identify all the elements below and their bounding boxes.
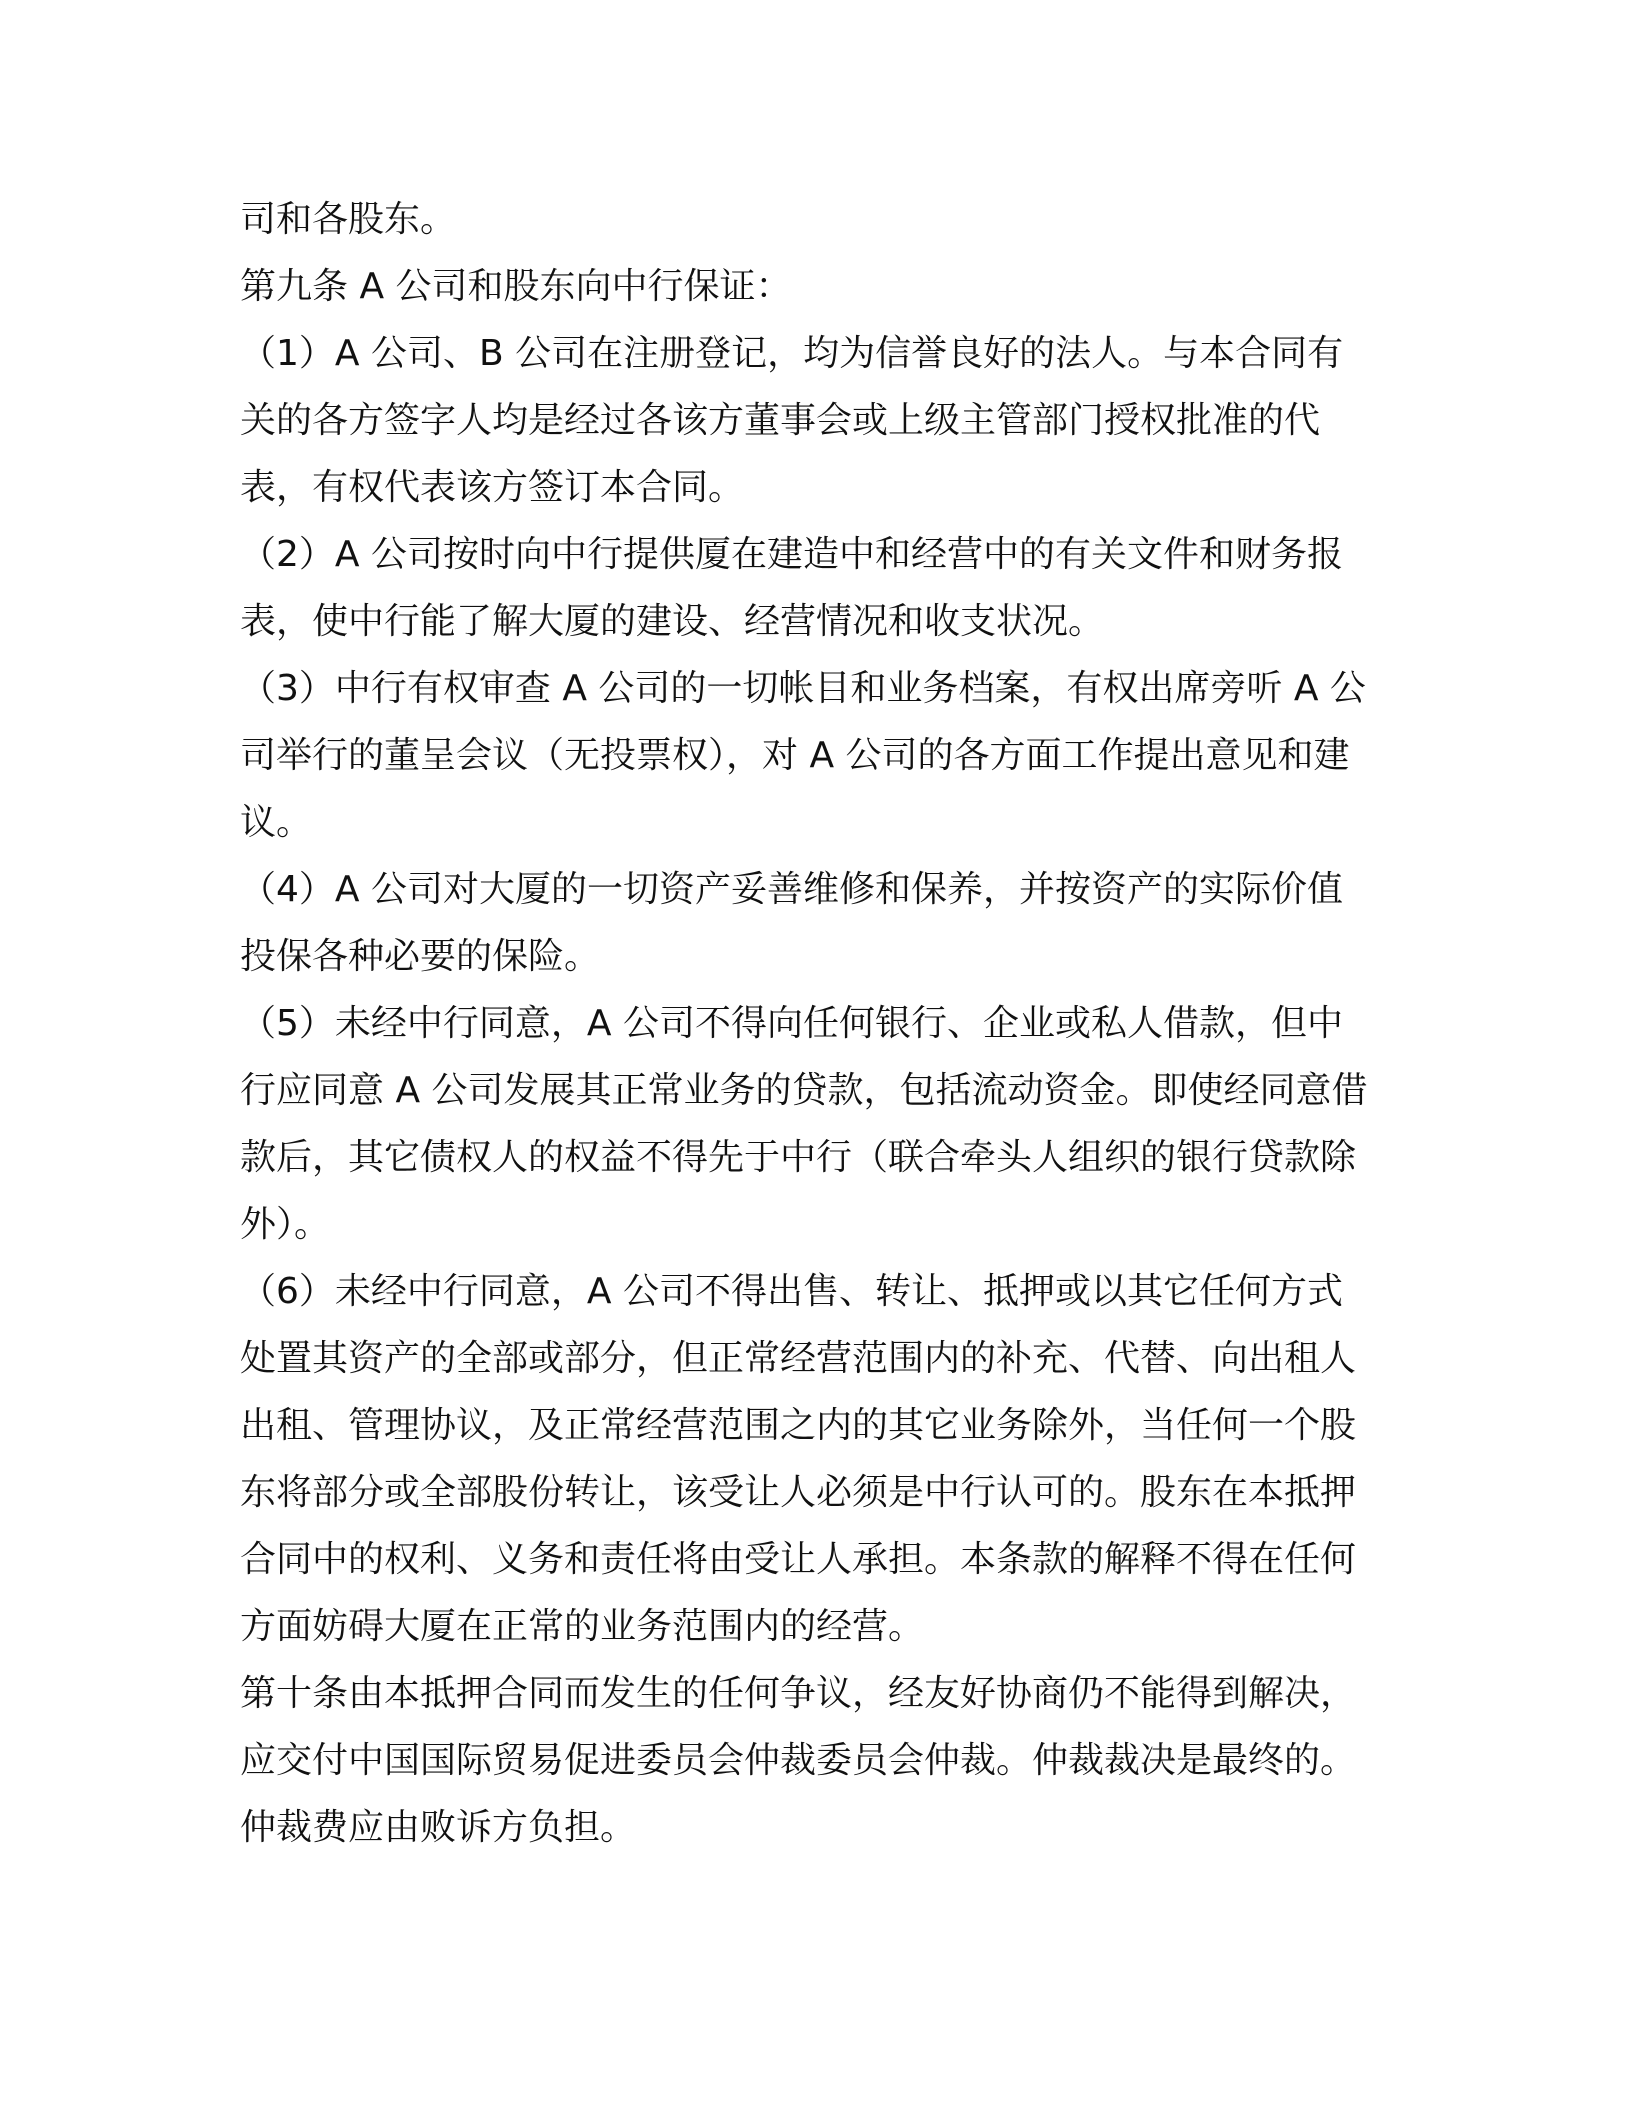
text-line: 投保各种必要的保险。 [240, 936, 601, 977]
text-line: （6）未经中行同意，A 公司不得出售、转让、抵押或以其它任何方式 [240, 1271, 1343, 1312]
text-line: 行应同意 A 公司发展其正常业务的贷款，包括流动资金。即使经同意借 [240, 1070, 1368, 1111]
text-line: 表，使中行能了解大厦的建设、经营情况和收支状况。 [240, 601, 1105, 642]
text-line: 仲裁费应由败诉方负担。 [240, 1807, 637, 1848]
document-body [240, 186, 1390, 1861]
text-line: （4）A 公司对大厦的一切资产妥善维修和保养，并按资产的实际价值 [240, 869, 1343, 910]
text-line: 方面妨碍大厦在正常的业务范围内的经营。 [240, 1606, 925, 1647]
text-line: 应交付中国国际贸易促进委员会仲裁委员会仲裁。仲裁裁决是最终的。 [240, 1740, 1357, 1781]
text-line: 出租、管理协议，及正常经营范围之内的其它业务除外，当任何一个股 [240, 1405, 1357, 1446]
text-line: 东将部分或全部股份转让，该受让人必须是中行认可的。股东在本抵押 [240, 1472, 1357, 1513]
text-line: （2）A 公司按时向中行提供厦在建造中和经营中的有关文件和财务报 [240, 534, 1343, 575]
text-line: 关的各方签字人均是经过各该方董事会或上级主管部门授权批准的代 [240, 400, 1321, 441]
text-line: 合同中的权利、义务和责任将由受让人承担。本条款的解释不得在任何 [240, 1539, 1357, 1580]
text-line: （3）中行有权审查 A 公司的一切帐目和业务档案，有权出席旁听 A 公 [240, 668, 1366, 709]
article-9-heading: 第九条 A 公司和股东向中行保证： [240, 266, 792, 307]
text-line: 司和各股东。 [240, 199, 457, 240]
text-line: 外）。 [240, 1204, 331, 1245]
text-line: 处置其资产的全部或部分，但正常经营范围内的补充、代替、向出租人 [240, 1338, 1357, 1379]
text-line: 款后，其它债权人的权益不得先于中行（联合牵头人组织的银行贷款除 [240, 1137, 1357, 1178]
text-line: 司举行的董呈会议（无投票权），对 A 公司的各方面工作提出意见和建 [240, 735, 1350, 776]
text-line: 表，有权代表该方签订本合同。 [240, 467, 745, 508]
text-line: （1）A 公司、B 公司在注册登记，均为信誉良好的法人。与本合同有 [240, 333, 1344, 374]
text-line: （5）未经中行同意，A 公司不得向任何银行、企业或私人借款，但中 [240, 1003, 1343, 1044]
text-line: 议。 [240, 802, 313, 843]
article-10-text: 第十条由本抵押合同而发生的任何争议，经友好协商仍不能得到解决， [240, 1673, 1357, 1714]
